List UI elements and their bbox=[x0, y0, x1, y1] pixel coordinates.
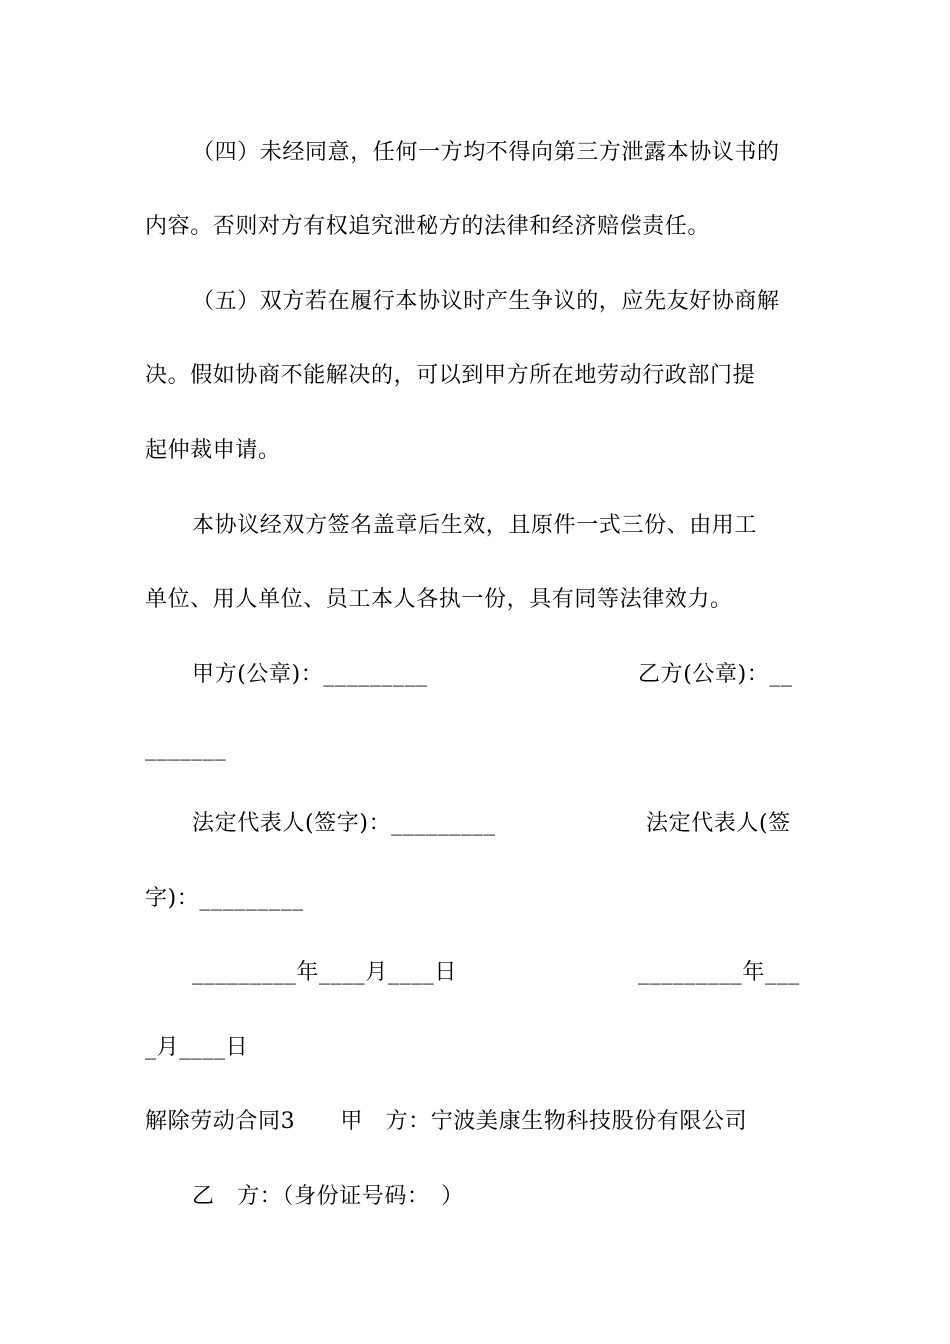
paragraph-five-line-2: 决。假如协商不能解决的，可以到甲方所在地劳动行政部门提 bbox=[145, 363, 756, 388]
party-a-seal-line: 甲方(公章)：_________ bbox=[192, 662, 428, 687]
party-b-representative-continuation: 字)：_________ bbox=[145, 886, 304, 911]
contract-title-party-a-line: 解除劳动合同3 甲 方：宁波美康生物科技股份有限公司 bbox=[145, 1109, 748, 1134]
party-b-representative-line: 法定代表人(签 bbox=[646, 811, 791, 836]
paragraph-four-line-2: 内容。否则对方有权追究泄秘方的法律和经济赔偿责任。 bbox=[145, 214, 711, 239]
party-b-date-line: _________年___ bbox=[638, 960, 800, 985]
paragraph-five-line-3: 起仲裁申请。 bbox=[145, 438, 281, 463]
effect-clause-line-2: 单位、用人单位、员工本人各执一份，具有同等法律效力。 bbox=[145, 587, 733, 612]
party-b-seal-continuation: _______ bbox=[145, 736, 227, 761]
party-a-date-line: _________年____月____日 bbox=[192, 960, 458, 985]
effect-clause-line-1: 本协议经双方签名盖章后生效，且原件一式三份、由用工 bbox=[192, 513, 758, 538]
party-a-representative-line: 法定代表人(签字)：_________ bbox=[192, 811, 496, 836]
party-b-line: 乙 方：（身份证号码： ） bbox=[192, 1184, 464, 1209]
paragraph-five-line-1: （五）双方若在履行本协议时产生争议的，应先友好协商解 bbox=[192, 289, 780, 314]
party-b-date-continuation: _月____日 bbox=[145, 1035, 249, 1060]
paragraph-four-line-1: （四）未经同意，任何一方均不得向第三方泄露本协议书的 bbox=[192, 140, 780, 165]
party-b-seal-line: 乙方(公章)：__ bbox=[638, 662, 793, 687]
